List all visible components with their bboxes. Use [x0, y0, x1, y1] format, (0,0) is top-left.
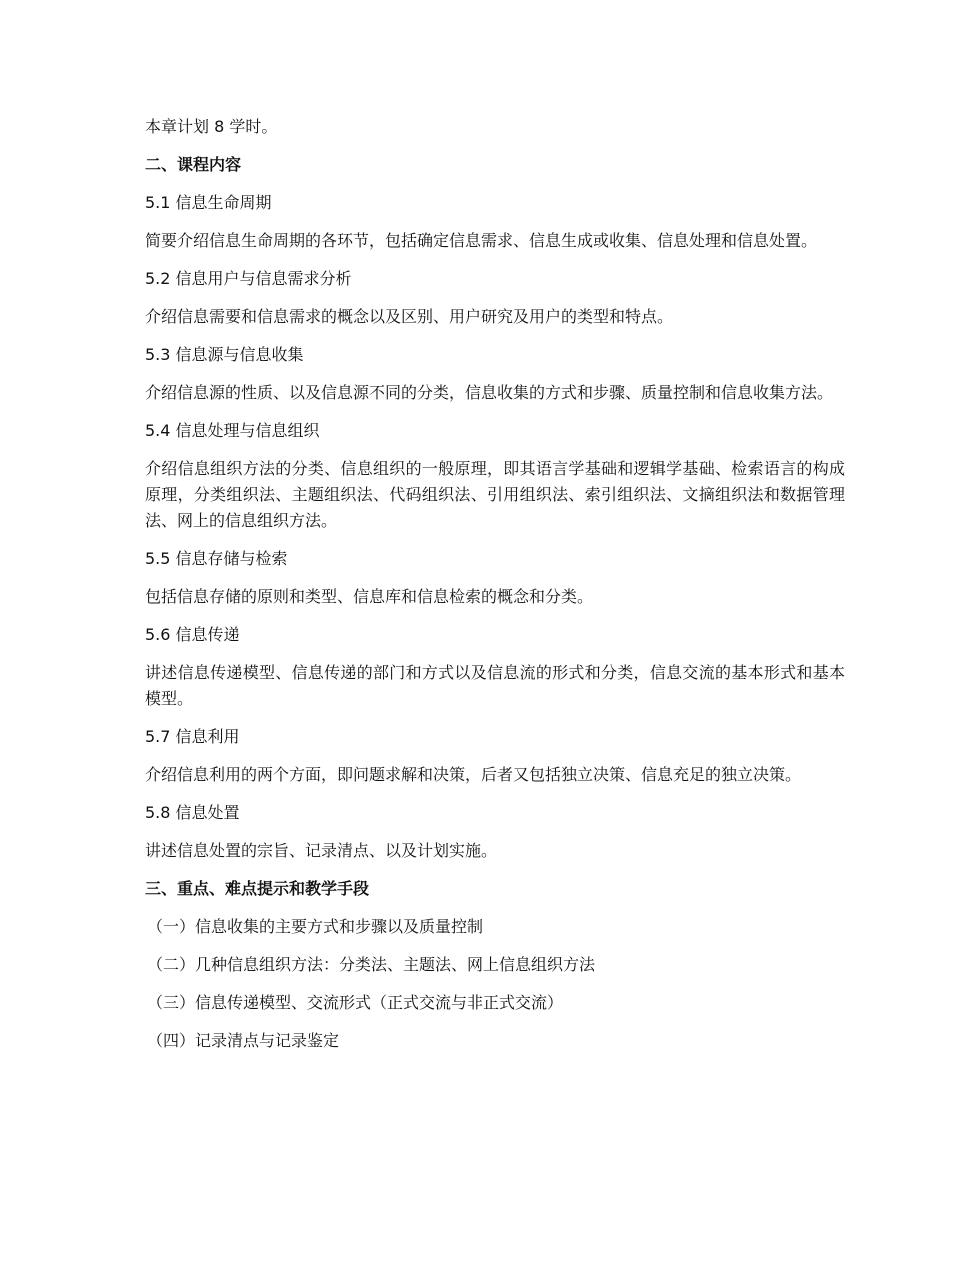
topic-5-5-body: 包括信息存储的原则和类型、信息库和信息检索的概念和分类。 [145, 587, 594, 606]
key-point-1: （一）信息收集的主要方式和步骤以及质量控制 [147, 917, 484, 936]
key-point-4: （四）记录清点与记录鉴定 [147, 1031, 340, 1050]
topic-5-5-title: 5.5 信息存储与检索 [145, 549, 288, 568]
topic-5-6-body: 讲述信息传递模型、信息传递的部门和方式以及信息流的形式和分类，信息交流的基本形式和基本模型。 [145, 663, 845, 708]
topic-5-3-title: 5.3 信息源与信息收集 [145, 345, 304, 364]
topic-5-8-body: 讲述信息处置的宗旨、记录清点、以及计划实施。 [145, 841, 498, 860]
section-3-heading: 三、重点、难点提示和教学手段 [145, 879, 370, 898]
topic-5-2-body: 介绍信息需要和信息需求的概念以及区别、用户研究及用户的类型和特点。 [145, 307, 674, 326]
topic-5-7-body: 介绍信息利用的两个方面，即问题求解和决策，后者又包括独立决策、信息充足的独立决策。 [145, 765, 802, 784]
topic-5-3-body: 介绍信息源的性质、以及信息源不同的分类，信息收集的方式和步骤、质量控制和信息收集方法。 [145, 383, 834, 402]
topic-5-2-title: 5.2 信息用户与信息需求分析 [145, 269, 352, 288]
key-point-2: （二）几种信息组织方法：分类法、主题法、网上信息组织方法 [147, 955, 596, 974]
section-2-heading: 二、课程内容 [145, 155, 242, 174]
topic-5-4-title: 5.4 信息处理与信息组织 [145, 421, 320, 440]
topic-5-6-title: 5.6 信息传递 [145, 625, 240, 644]
intro-text: 本章计划 8 学时。 [145, 117, 278, 136]
key-point-3: （三）信息传递模型、交流形式（正式交流与非正式交流） [147, 993, 564, 1012]
topic-5-1-body: 简要介绍信息生命周期的各环节，包括确定信息需求、信息生成或收集、信息处理和信息处置。 [145, 231, 818, 250]
document-page [145, 114, 845, 1066]
topic-5-8-title: 5.8 信息处置 [145, 803, 240, 822]
topic-5-4-body: 介绍信息组织方法的分类、信息组织的一般原理，即其语言学基础和逻辑学基础、检索语言的构成原理，分类组织法、主题组织法、代码组织法、引用组织法、索引组织法、文摘组织法和数据管理法、网上的信息组织方法。 [145, 459, 845, 530]
topic-5-1-title: 5.1 信息生命周期 [145, 193, 272, 212]
topic-5-7-title: 5.7 信息利用 [145, 727, 240, 746]
